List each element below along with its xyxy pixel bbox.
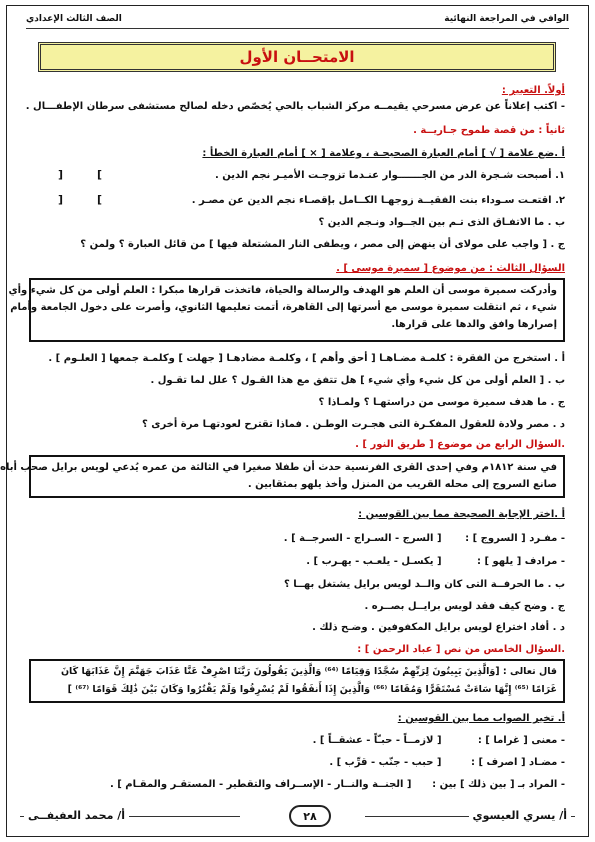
footer-author-left: أ/ محمد العفيفــى [24, 809, 129, 822]
section2-c-question: ج . [ واجب على مولاى أن ينهض إلى مصر ، ويطفى النار المشتعلة فيها ] من قائل العبارة ؟ ولمن ؟ [80, 239, 565, 250]
section5-heading: .السؤال الخامس من نص [ عباد الرحمن ] : [357, 644, 565, 655]
footer-author-right: أ/ يسري العيسوي [469, 809, 571, 822]
page-footer [20, 803, 575, 829]
header-divider [26, 28, 569, 29]
section3-c-question: ج . ما هدف سميرة موسى من دراستهـا ؟ ولمـاذا ؟ [318, 397, 565, 408]
item-label: - مرادف [ يلهو ] : [477, 556, 565, 567]
section5-a-instruction: أ. تخير الصواب مما بين القوسين : [397, 713, 565, 724]
item-options: [ حبب - جنّب - قرِّب ] . [329, 757, 442, 768]
item-label: - مضـاد [ اصرف ] : [471, 757, 565, 768]
section3-d-question: د . مصر ولادة للعقول المفكـرة التى هجـرت الوطـن . فماذا تقترح لعودتهـا مرة أخرى ؟ [142, 419, 565, 430]
section2-a-item-1 [28, 169, 565, 182]
exam-title-box [38, 42, 556, 72]
section4-a-instruction: أ .اختر الإجابة الصحيحة مما بين القوسين : [358, 509, 565, 520]
passage-line: وأدركت سميرة موسى أن العلم هو الهدف والرسالة والحياة، فاتخذت قرارها مبكرا : العلم أولى من كل شيء وأي [8, 285, 557, 296]
section3-a-question: أ . استخرج من الفقرة : كلمـة مضـاهـا [ أحق وأهم ] ، وكلمـة مضادهـا [ جهلت ] وكلمـة جمعها [ العلـوم ] . [48, 353, 565, 364]
section1-heading: أولاً. التعبير : [501, 85, 565, 96]
item-text: ٢. اقتعـت سـوداء بنت الفقيــة زوجهـا الكــامل بإقصـاء نجم الدين عن مصـر . [191, 195, 565, 206]
passage-line: في سنة ١٨١٢م وفي إحدى القرى الفرنسية حدث أن طفلا صغيرا في الثالثة من عمره يُدعي لويس برايل صحب أباه [0, 462, 557, 473]
section4-c-question: ج . وضح كيف فقد لويس برايــل بصــره . [364, 601, 565, 612]
section2-heading: ثانياً : من قصة طموح جـاريــة . [413, 125, 565, 136]
passage-line: قال تعالى : [وَالَّذِينَ يَبِيتُونَ لِرَبِّهِمْ سُجَّدًا وَقِيَامًا ⁽⁶⁴⁾ وَالَّذِينَ يَقُولُونَ رَبَّنَا اصْرِفْ عَنَّا عَذَابَ جَهَنَّمَ إِنَّ عَذَابَهَا كَانَ [60, 666, 557, 677]
section5-a-item-1 [28, 734, 565, 747]
section1-prompt: - اكتب إعلاناً عن عرض مسرحي يقيمــه مركز الشباب بالحي يُخصّص دخله لصالح مستشفى سرطان الإطفـــال . [25, 101, 565, 112]
item-label: - معنى [ غراما ] : [477, 735, 565, 746]
item-text: ١. أصبحت شـجرة الدر من الجـــــــوار عنـدما تزوجـت الأميـر نجم الدين . [215, 170, 565, 181]
passage-line: صانع السروج إلى محله القريب من المنزل وأخذ يلهو بمثقابين . [247, 479, 557, 490]
section2-a-instruction: أ .ضع علامة [ √ ] أمام العبارة الصحيحـة ، وعلامة [ × ] أمام العبارة الخطأ : [202, 148, 565, 159]
passage-line: إصرارها وافق والدها على قرارها. [391, 319, 557, 330]
answer-bracket[interactable]: ][ [58, 193, 103, 206]
section3-b-question: ب . [ العلم أولى من كل شيء وأي شيء ] هل تتفق مع هذا القـول ؟ علل لما تقـول . [150, 375, 565, 386]
item-options: [ السرج - السـراج - السرجــة ] . [283, 533, 442, 544]
section3-passage-box [8, 278, 565, 342]
section2-a-item-2 [28, 194, 565, 207]
section4-a-item-1 [28, 532, 565, 545]
grade-label: الصف الثالث الإعدادي [26, 14, 122, 24]
section5-passage-box [29, 659, 565, 703]
item-options: [ لازمــاً - حبـّاً - عشقــاً ] . [312, 735, 442, 746]
section4-passage-box [0, 455, 565, 498]
section4-d-question: د . أفاد اختراع لويس برايل المكفوفين . وضـح ذلك . [312, 622, 565, 633]
page-header [26, 10, 569, 28]
section4-heading: .السؤال الرابع من موضوع [ طريق النور ] . [355, 439, 565, 450]
section4-a-item-2 [28, 555, 565, 568]
section4-b-question: ب . ما الحرفــة التى كان والــد لويس برايل يشتغل بهــا ؟ [284, 579, 565, 590]
item-options: [ الجنــة والنــار - الإســراف والتقطير - المستقـر والمقـام ] . [109, 779, 412, 790]
item-label: - المراد بـ [ بين ذلك ] بين : [432, 779, 565, 790]
exam-title: الامتحــان الأول [239, 48, 355, 66]
section3-heading: السؤال الثالث : من موضوع [ سميرة موسى ] . [336, 263, 565, 274]
item-label: - مفـرد [ السروج ] : [465, 533, 565, 544]
section5-a-item-2 [28, 756, 565, 769]
page-number: ٢٨ [289, 805, 331, 827]
passage-line: غَرَامًا ⁽⁶⁵⁾ إِنَّهَا سَاءَتْ مُسْتَقَرًّا وَمُقَامًا ⁽⁶⁶⁾ وَالَّذِينَ إِذَا أَنفَقُوا لَمْ يُسْرِفُوا وَلَمْ يَقْتُرُوا وَكَانَ بَيْنَ ذَٰلِكَ قَوَامًا ⁽⁶⁷⁾ ] [67, 684, 557, 695]
item-options: [ يكسـل - يلعـب - يهـرب ] . [306, 556, 442, 567]
section5-a-item-3 [28, 778, 565, 791]
answer-bracket[interactable]: ][ [58, 168, 103, 181]
book-title: الوافي في المراجعة النهائية [444, 14, 569, 24]
passage-line: شيء ، ثم انتقلت سميرة موسى مع أسرتها إلى القاهرة، أتمت تعليمها الثانوي، وأصرت على دخول الجامعة وأمام [10, 302, 557, 313]
section2-b-question: ب . ما الاتفـاق الذى تـم بين الجــواد ونـجم الدين ؟ [318, 217, 565, 228]
